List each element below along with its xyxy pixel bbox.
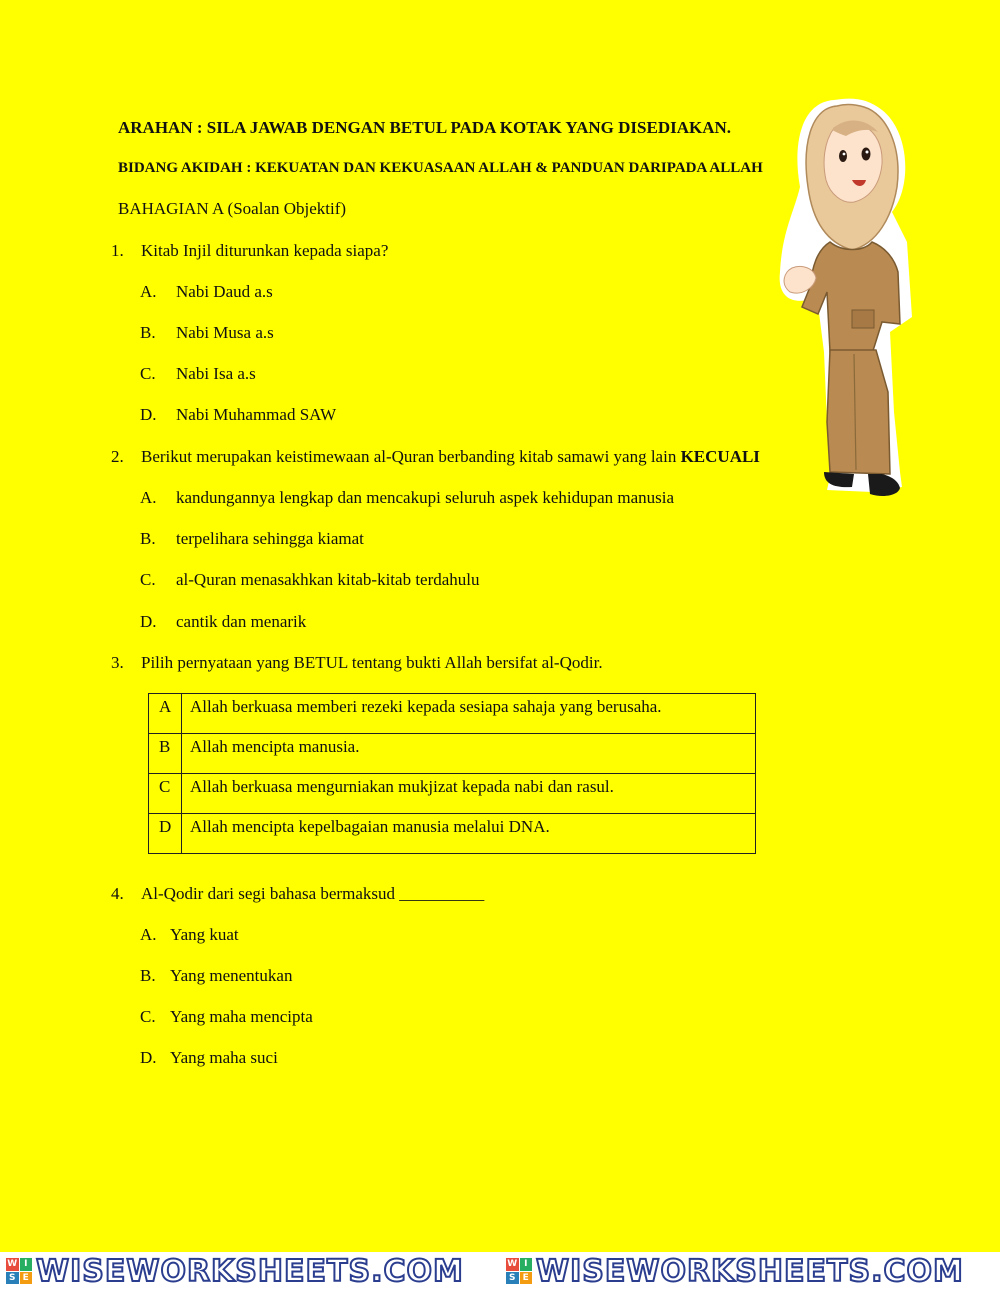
q2-option-d[interactable]	[140, 612, 306, 632]
choice-letter: C	[149, 774, 182, 814]
choice-text: Allah mencipta manusia.	[182, 734, 756, 774]
option-letter: D.	[140, 1048, 157, 1067]
question-1	[111, 241, 388, 261]
question-emphasis: KECUALI	[680, 447, 760, 466]
option-text: Yang maha mencipta	[170, 1007, 313, 1026]
option-text: cantik dan menarik	[176, 612, 307, 631]
option-letter: D.	[140, 612, 157, 631]
option-text: kandungannya lengkap dan mencakupi seluruh aspek kehidupan manusia	[176, 488, 675, 507]
option-letter: B.	[140, 966, 156, 985]
question-text: Berikut merupakan keistimewaan al-Quran berbanding kitab samawi yang lain	[141, 447, 677, 466]
q3-choices-table	[148, 693, 756, 854]
option-text: Yang kuat	[170, 925, 239, 944]
q3-row-a[interactable]	[149, 694, 756, 734]
question-2	[111, 447, 760, 467]
option-letter: B.	[140, 529, 156, 548]
choice-text: Allah berkuasa memberi rezeki kepada sesiapa sahaja yang berusaha.	[182, 694, 756, 734]
choice-text: Allah berkuasa mengurniakan mukjizat kepada nabi dan rasul.	[182, 774, 756, 814]
q4-option-b[interactable]	[140, 966, 292, 986]
option-letter: A.	[140, 488, 157, 507]
brand-logo-icon	[6, 1258, 32, 1284]
choice-letter: A	[149, 694, 182, 734]
choice-letter: D	[149, 814, 182, 854]
option-letter: C.	[140, 570, 156, 589]
q4-option-c[interactable]	[140, 1007, 313, 1027]
choice-text: Allah mencipta kepelbagaian manusia melalui DNA.	[182, 814, 756, 854]
option-letter: C.	[140, 1007, 156, 1026]
choice-letter: B	[149, 734, 182, 774]
q1-option-d[interactable]	[140, 405, 336, 425]
option-letter: C.	[140, 364, 156, 383]
q1-option-b[interactable]	[140, 323, 274, 343]
option-letter: A.	[140, 925, 157, 944]
question-number: 1.	[111, 241, 124, 260]
option-text: Yang menentukan	[170, 966, 293, 985]
option-text: terpelihara sehingga kiamat	[176, 529, 364, 548]
option-text: Nabi Isa a.s	[176, 364, 256, 383]
brand-text: WISEWORKSHEETS.COM	[536, 1254, 964, 1289]
logo-letter: W	[7, 1259, 18, 1269]
brand-text: WISEWORKSHEETS.COM	[36, 1254, 464, 1289]
option-letter: B.	[140, 323, 156, 342]
option-letter: D.	[140, 405, 157, 424]
q1-option-a[interactable]	[140, 282, 273, 302]
question-text: Al-Qodir dari segi bahasa bermaksud __________	[141, 884, 485, 903]
instruction-heading: ARAHAN : SILA JAWAB DENGAN BETUL PADA KOTAK YANG DISEDIAKAN.	[118, 118, 732, 137]
option-text: Nabi Musa a.s	[176, 323, 274, 342]
question-number: 3.	[111, 653, 124, 672]
question-3	[111, 653, 603, 673]
question-number: 4.	[111, 884, 124, 903]
option-text: Nabi Daud a.s	[176, 282, 273, 301]
section-heading: BAHAGIAN A (Soalan Objektif)	[118, 199, 347, 218]
q3-row-c[interactable]	[149, 774, 756, 814]
logo-letter: I	[20, 1258, 33, 1271]
teacher-illustration	[772, 92, 922, 504]
topic-heading: BIDANG AKIDAH : KEKUATAN DAN KEKUASAAN ALLAH & PANDUAN DARIPADA ALLAH	[118, 160, 763, 176]
q2-option-a[interactable]	[140, 488, 674, 508]
logo-letter: W	[507, 1259, 518, 1269]
q2-option-c[interactable]	[140, 570, 480, 590]
question-text: Pilih pernyataan yang BETUL tentang bukti Allah bersifat al-Qodir.	[141, 653, 603, 672]
logo-letter: E	[20, 1272, 33, 1285]
option-letter: A.	[140, 282, 157, 301]
option-text: Nabi Muhammad SAW	[176, 405, 337, 424]
q4-option-a[interactable]	[140, 925, 239, 945]
q3-row-d[interactable]	[149, 814, 756, 854]
question-text: Kitab Injil diturunkan kepada siapa?	[141, 241, 389, 260]
question-4	[111, 884, 484, 904]
question-number: 2.	[111, 447, 124, 466]
q3-row-b[interactable]	[149, 734, 756, 774]
q4-option-d[interactable]	[140, 1048, 278, 1068]
q2-option-b[interactable]	[140, 529, 364, 549]
brand-logo-icon	[506, 1258, 532, 1284]
logo-letter: I	[520, 1258, 533, 1271]
logo-letter: S	[6, 1272, 19, 1285]
logo-letter: E	[520, 1272, 533, 1285]
q1-option-c[interactable]	[140, 364, 256, 384]
logo-letter: S	[506, 1272, 519, 1285]
option-text: al-Quran menasakhkan kitab-kitab terdahulu	[176, 570, 480, 589]
footer-watermark	[0, 1252, 1000, 1291]
option-text: Yang maha suci	[170, 1048, 278, 1067]
